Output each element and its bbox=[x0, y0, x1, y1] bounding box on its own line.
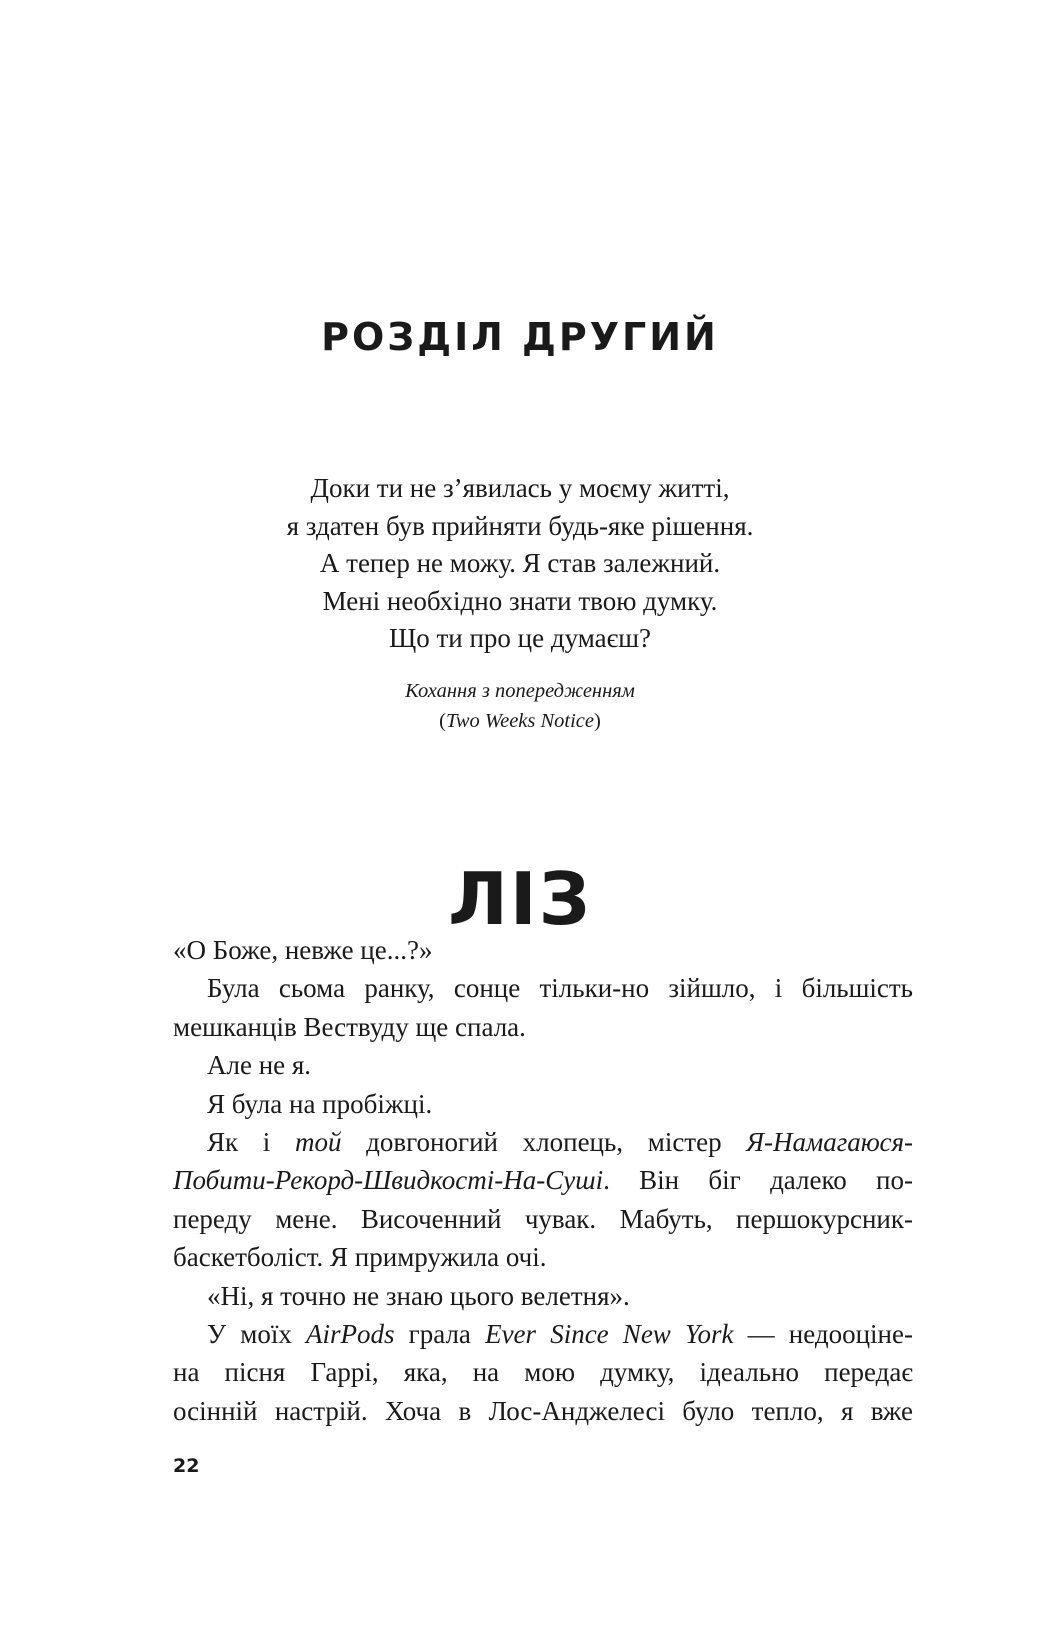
pov-heading: ЛІЗ bbox=[448, 856, 592, 941]
chapter-title: РОЗДІЛ ДРУГИЙ bbox=[321, 315, 719, 360]
body-line: мешканців Вествуду ще спала. bbox=[173, 1011, 526, 1042]
epigraph-line: Що ти про це думаєш? bbox=[389, 623, 651, 653]
body-line bbox=[173, 1161, 913, 1199]
emphasis-text: AirPods bbox=[306, 1319, 395, 1350]
body-text bbox=[173, 931, 913, 1430]
epigraph-line: я здатен був прийняти будь-яке рішення. bbox=[286, 510, 754, 541]
body-line: на пісня Гаррі, яка, на мою думку, ідеально передає bbox=[173, 1357, 913, 1388]
emphasis-text: Побити-Рекорд-Швидкості-На-Суші bbox=[173, 1165, 604, 1196]
song-title: Ever Since New York bbox=[485, 1319, 734, 1350]
text-run: грала bbox=[394, 1319, 486, 1350]
text-run: — недооціне- bbox=[733, 1319, 913, 1350]
body-line: баскетболіст. Я примружила очі. bbox=[173, 1242, 547, 1273]
text-run: Як і bbox=[207, 1127, 295, 1158]
body-line: осінній настрій. Хоча в Лос-Анджелесі було тепло, я вже bbox=[173, 1395, 913, 1426]
epigraph-line: Мені необхідно знати твою думку. bbox=[322, 585, 718, 616]
epigraph-line: А тепер не можу. Я став залежний. bbox=[319, 548, 721, 578]
body-line: Була сьома ранку, сонце тільки-но зійшло, і більшість bbox=[207, 973, 913, 1004]
body-line: «Ні, я точно не знаю цього велетня». bbox=[207, 1280, 630, 1311]
page-number: 22 bbox=[173, 1455, 200, 1477]
body-line bbox=[173, 1315, 913, 1353]
epigraph-line: Доки ти не з’явилась у моєму житті, bbox=[310, 473, 730, 503]
source-open-paren: ( bbox=[439, 710, 446, 732]
text-run: У моїх bbox=[207, 1319, 306, 1350]
text-run: довгоногий хлопець, містер bbox=[341, 1127, 747, 1158]
text-run: . Він біг далеко по- bbox=[603, 1165, 913, 1196]
epigraph bbox=[0, 470, 1040, 658]
body-line: Я була на пробіжці. bbox=[207, 1088, 433, 1119]
body-line: переду мене. Височенний чувак. Мабуть, першокурсник- bbox=[173, 1203, 913, 1234]
body-line: Але не я. bbox=[207, 1050, 312, 1081]
body-line bbox=[173, 1123, 913, 1161]
source-close-paren: ) bbox=[594, 710, 601, 732]
source-title-en-line bbox=[0, 706, 1040, 736]
source-title-ua: Кохання з попередженням bbox=[405, 680, 635, 702]
source-title-en: Two Weeks Notice bbox=[445, 710, 595, 732]
emphasis-text: Я-Намагаюся- bbox=[746, 1127, 913, 1158]
epigraph-source bbox=[0, 676, 1040, 736]
body-line: «О Боже, невже це...?» bbox=[173, 935, 433, 965]
emphasis-text: той bbox=[294, 1127, 342, 1158]
